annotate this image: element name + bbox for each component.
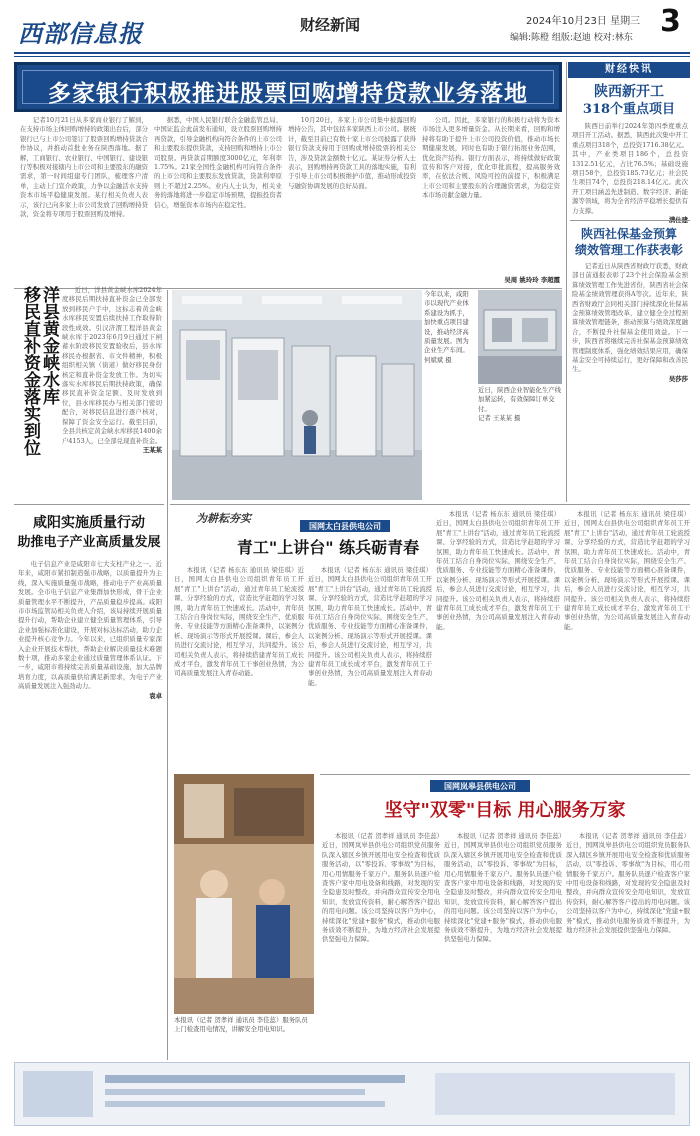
lead-body-col4: 公司。因此，多家银行的积极行动将为资本市场注入更多增量资金。从长期来看，回购和增持将有助于提升上市公司投资价值，推动市场长期健康发展，同时也有助于银行拓展业务范围，优化资产结构。银行方面表示，将持续做好政策宣传和客户对接，优化审批流程，提高服务效率，在依法合规、风险可控的前提下，积极满足上市公司和主要股东的合理融资需求，为稳定资本市场贡献金融力量。 xyxy=(422,116,560,200)
masthead: 西部信息报 xyxy=(18,19,143,48)
service-photo xyxy=(174,774,314,1014)
bottom-advertisement xyxy=(14,1062,690,1126)
sidebar-label: 财经快讯 xyxy=(605,64,653,75)
sidebar-item2-title-line2: 绩效管理工作获表彰 xyxy=(574,243,683,257)
lead-body-col3: 10月20日，多家上市公司集中披露回购增持公告，其中包括多家陕西上市公司。据统计，截至目前已有数十家上市公司披露了获得银行贷款支持用于回购或增持股票的相关公告，涉及贷款金额数十亿元。某证券分析人士表示，回购增持再贷款工具的落地实施，有利于引导上市公司积极维护市值，推动形成投资与融资协调发展的良好局面。 xyxy=(288,116,416,190)
lead-body-col2: 据悉，中国人民银行联合金融监管总局、中国证监会此前发布通知，设立股票回购增持再贷款，引导金融机构向符合条件的上市公司和主要股东提供贷款，支持回购和增持上市公司股票。再贷款首期额度3000亿元，年利率1.75%。21家全国性金融机构可向符合条件的上市公司和主要股东发放贷款，贷款利率原则上不超过2.25%。业内人士认为，相关业务的落地将进一步稳定市场预期，提振投资者信心，增强资本市场内在稳定性。 xyxy=(154,116,282,209)
feature1-body-col4: 本报讯（记者 杨东东 通讯员 梁佳琪）近日，国网太白县供电公司组织青年员工开展"青工"上讲台"活动，通过青年员工轮流授课、分享经验的方式，营造比学赶超的学习氛围，助力青年员工快速成长。活动中，青年员工结合自身岗位实际，围绕安全生产、优质服务、专业技能等方面精心准备课件，以案例分析、现场演示等形式开展授课。课后，参会人员进行交流讨论，相互学习，共同提升。该公司相关负责人表示，将持续搭建青年员工成长成才平台，激发青年员工干事创业热情，为公司高质量发展注入青春动能。 xyxy=(564,510,690,631)
sidebar-item1-title-line2: 318个重点项目 xyxy=(582,102,676,117)
story3-headline-line1: 咸阳实施质量行动 xyxy=(33,515,145,531)
feature-top-rule xyxy=(170,504,690,505)
feature1-body-col1: 本报讯（记者 杨东东 通讯员 梁佳琪）近日，国网太白县供电公司组织青年员工开展"青工"上讲台"活动，通过青年员工轮流授课、分享经验的方式，营造比学赶超的学习氛围，助力青年员工快速成长。活动中，青年员工结合自身岗位实际，围绕安全生产、优质服务、专业技能等方面精心准备课件，以案例分析、现场演示等形式开展授课。课后，参会人员进行交流讨论，相互学习，共同提升。该公司相关负责人表示，将持续搭建青年员工成长成才平台，激发青年员工干事创业热情，为公司高质量发展注入青春动能。 xyxy=(174,566,304,678)
story2-rule xyxy=(14,504,164,505)
secondary-photo-illustration xyxy=(478,290,562,384)
sidebar-item1-body: 陕西日前举行2024年第四季度重点项目开工活动。据悉，陕西此次集中开工重点项目318个，总投资1716.38亿元。其中，产业类项目186个，总投资1312.51亿元，占比76.5%；基础设施项目58个，总投资185.73亿元；社会民生项目74个，总投资218.14亿元。此次开工项目涵盖先进制造、数字经济、新能源等领域，将为全省经济平稳增长提供有力支撑。 xyxy=(572,122,688,215)
feature2-top-rule xyxy=(320,774,690,775)
lead-headline: 多家银行积极推进股票回购增持贷款业务落地 xyxy=(48,80,528,107)
feature2-body-col3: 本报讯（记者 贺孝祥 通讯员 李佳蕊）近日，国网岚皋县供电公司组织党员服务队深入辖区乡镇开展用电安全检查和优质服务活动，以"零投诉、零事故"为目标，用心用情服务千家万户。服务队员逐户检查客户家中用电设备和线路，对发现的安全隐患及时整改，并向群众宣传安全用电知识，发放宣传资料，耐心解答客户提出的用电问题。该公司坚持以客户为中心，持续深化"党建+服务"模式，推动供电服务质效不断提升，为地方经济社会发展提供坚强电力保障。 xyxy=(566,832,690,935)
feature2-org-tag: 国网岚皋县供电公司 xyxy=(430,780,530,792)
column-divider xyxy=(167,290,168,1060)
header-rule xyxy=(14,52,690,54)
story2-body: 近日，洋县黄金峡水库2024年度移民后期扶持直补资金已全部发放到移民户手中，这标志着黄金峡水库移民安置后续扶持工作取得阶段性成效。引汉济渭工程洋县黄金峡水库于2023年6月9日通过下闸蓄水阶段移民安置验收后，县水库移民办根据省、市文件精神，积极组织相关镇（街道）做好移民身份核定和直补资金发放工作。为切实落实水库移民后期扶持政策，确保移民直补资金足额、及时发放到位，县水库移民办与相关部门密切配合，对移民信息进行逐户核对，保障了资金安全运行。截至目前，全县共核定黄金峡水库移民1400余户4153人，已全部兑现直补资金。 王某某 xyxy=(62,286,162,454)
page-number: 3 xyxy=(660,4,681,39)
feature1-org-tag: 国网太白县供电公司 xyxy=(300,520,390,532)
secondary-photo xyxy=(478,290,562,384)
feature2-title: 坚守"双零"目标 用心服务万家 xyxy=(384,800,626,821)
photo-caption-2: 近日，陕西企业智能化生产线加紧运转，有效保障订单交付。 记者 王某某 摄 xyxy=(478,386,562,423)
issue-date: 2024年10月23日 星期三 xyxy=(526,16,641,27)
service-photo-illustration xyxy=(174,774,314,1014)
column-logo: 为耕耘夯实 xyxy=(196,512,251,525)
factory-photo xyxy=(172,290,422,500)
story2-headline-line1: 洋县黄金峡水库 xyxy=(39,286,59,405)
advertisement-graphic xyxy=(15,1063,689,1125)
feature1-body-col2: 本报讯（记者 杨东东 通讯员 梁佳琪）近日，国网太白县供电公司组织青年员工开展"青工"上讲台"活动，通过青年员工轮流授课、分享经验的方式，营造比学赶超的学习氛围，助力青年员工快速成长。活动中，青年员工结合自身岗位实际，围绕安全生产、优质服务、专业技能等方面精心准备课件，以案例分析、现场演示等形式开展授课。课后，参会人员进行交流讨论，相互学习，共同提升。该公司相关负责人表示，将持续搭建青年员工成长成才平台，激发青年员工干事创业热情，为公司高质量发展注入青春动能。 xyxy=(308,566,432,687)
feature1-title: 青工"上讲台" 练兵砺青春 xyxy=(236,538,420,557)
sidebar-label-bar xyxy=(568,62,690,78)
sidebar-divider xyxy=(566,62,567,502)
story2-headline xyxy=(20,286,58,486)
sidebar-item2-title-line1: 陕西社保基金预算 xyxy=(580,227,677,241)
editor-credits: 编辑:陈橙 组版:赵迪 校对:林东 xyxy=(510,33,633,43)
sidebar-item2-body: 记者近日从陕西省财政厅获悉，财政部日前通报表彰了23个社会保险基金预算绩效管理工作先进省份，陕西省社会保险基金绩效管理获得A等次。近年来，陕西省财政厅会同相关部门持续深化社保基金预算绩效管理改革，建立健全全过程预算绩效管理链条，推动预算与绩效深度融合，不断提升社保基金使用效益。下一步，陕西省将继续完善社保基金预算绩效管理制度体系，强化绩效结果应用，确保基金安全可持续运行，更好保障和改善民生。 吴莎莎 xyxy=(572,262,688,383)
story3-body: 电子信息产业是咸阳市七大支柱产业之一。近年来，咸阳市紧扣制造强市战略，以质量提升为主线，深入实施质量强市战略，推动电子产业高质量发展。全市电子信息产业集群加快形成，骨干企业质量管理水平不断提升，产品质量稳步提高。咸阳市市场监管局相关负责人介绍，该局持续开展质量提升行动，帮助企业建立健全质量管理体系，引导企业加强标准化建设，开展对标达标活动，助力企业提升核心竞争力。今年以来，已组织质量专家深入企业开展技术帮扶，帮助企业解决质量技术难题数十项，推动多家企业通过质量管理体系认证。下一步，咸阳市将持续完善质量基础设施，加大品牌培育力度，以高质量供给满足新需求，为电子产业高质量发展注入强劲动力。 袁卓 xyxy=(18,560,162,700)
lead-byline: 吴周 姚玲玲 李超霞 xyxy=(504,276,560,284)
lead-body-col1: 记者10月21日从多家商业银行了解到，在支持市场主体回购增持的政策出台后，部分银行已与上市公司签订了股票回购增持贷款合作协议，并推动首批业务在陕西落地。据了解，工商银行、农业银行、中国银行、建设银行等积极对接辖内上市公司和主要股东的融资需求，第一时间组建专门团队，梳理客户清单，主动上门宣介政策，力争以金融活水支持资本市场平稳健康发展。某行相关负责人表示，该行已向多家上市公司发放了回购增持贷款，资金将专项用于股票回购及增持。 xyxy=(20,116,148,219)
sidebar-item1-title-line1: 陕西新开工 xyxy=(594,84,664,100)
section-title: 财经新闻 xyxy=(300,16,361,34)
feature1-body-col3: 本报讯（记者 杨东东 通讯员 梁佳琪）近日，国网太白县供电公司组织青年员工开展"青工"上讲台"活动，通过青年员工轮流授课、分享经验的方式，营造比学赶超的学习氛围，助力青年员工快速成长。活动中，青年员工结合自身岗位实际，围绕安全生产、优质服务、专业技能等方面精心准备课件，以案例分析、现场演示等形式开展授课。课后，参会人员进行交流讨论，相互学习，共同提升。该公司相关负责人表示，将持续搭建青年员工成长成才平台，激发青年员工干事创业热情，为公司高质量发展注入青春动能。 xyxy=(436,510,560,631)
story3-headline-line2: 助推电子产业高质量发展 xyxy=(17,535,161,550)
story2-headline-line2: 移民直补资金落实到位 xyxy=(20,286,40,456)
service-photo-caption: 本报讯（记者 贺孝祥 通讯员 李佳蕊）服务队员上门检查用电情况，讲解安全用电知识。 xyxy=(174,1016,308,1034)
feature2-body-col2: 本报讯（记者 贺孝祥 通讯员 李佳蕊）近日，国网岚皋县供电公司组织党员服务队深入辖区乡镇开展用电安全检查和优质服务活动，以"零投诉、零事故"为目标，用心用情服务千家万户。服务队员逐户检查客户家中用电设备和线路，对发现的安全隐患及时整改，并向群众宣传安全用电知识，发放宣传资料，耐心解答客户提出的用电问题。该公司坚持以客户为中心，持续深化"党建+服务"模式，推动供电服务质效不断提升，为地方经济社会发展提供坚强电力保障。 xyxy=(444,832,562,944)
sidebar-rule xyxy=(570,220,690,221)
feature2-body-col1: 本报讯（记者 贺孝祥 通讯员 李佳蕊）近日，国网岚皋县供电公司组织党员服务队深入辖区乡镇开展用电安全检查和优质服务活动，以"零投诉、零事故"为目标，用心用情服务千家万户。服务队员逐户检查客户家中用电设备和线路，对发现的安全隐患及时整改，并向群众宣传安全用电知识，发放宣传资料，耐心解答客户提出的用电问题。该公司坚持以客户为中心，持续深化"党建+服务"模式，推动供电服务质效不断提升，为地方经济社会发展提供坚强电力保障。 xyxy=(322,832,440,944)
photo-caption-1: 今年以来，咸阳市以现代产业体系建设为抓手，加快重点项目建设，推动经济高质量发展。图为企业生产车间。 何斌斌 摄 xyxy=(424,290,469,364)
factory-photo-illustration xyxy=(172,290,422,500)
page-header xyxy=(0,0,700,60)
header-rule-thin xyxy=(14,56,690,57)
lead-headline-banner xyxy=(14,62,562,112)
